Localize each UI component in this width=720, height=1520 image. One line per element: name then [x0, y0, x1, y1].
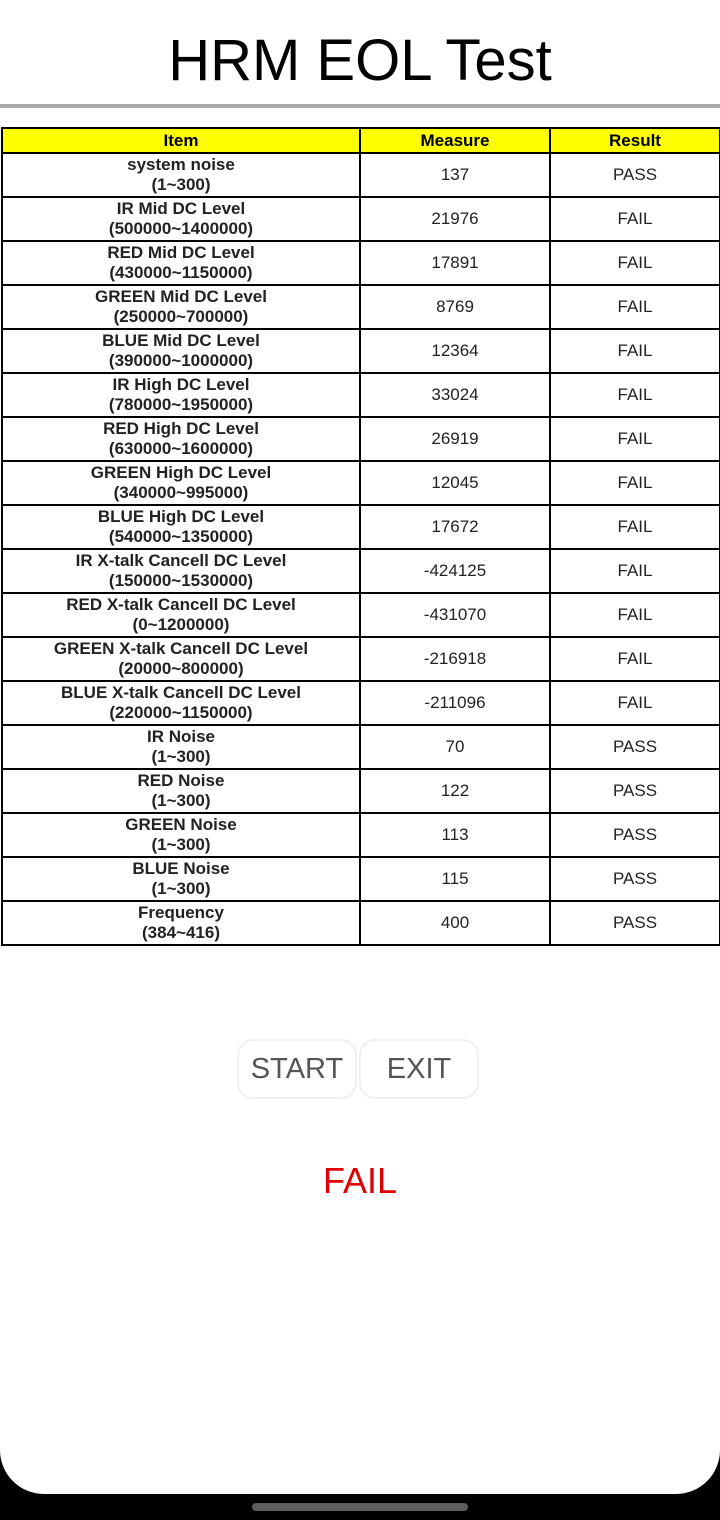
header-item: Item [2, 128, 360, 153]
item-range: (340000~995000) [113, 483, 249, 502]
button-bar [237, 1039, 479, 1099]
item-range: (220000~1150000) [109, 703, 253, 722]
measure-cell: 33024 [360, 373, 550, 417]
home-gesture-bar[interactable] [252, 1503, 468, 1511]
item-range: (250000~700000) [113, 307, 249, 326]
result-cell: FAIL [550, 417, 720, 461]
table-row [2, 593, 720, 637]
measure-cell: 70 [360, 725, 550, 769]
header-measure: Measure [360, 128, 550, 153]
item-range: (780000~1950000) [108, 395, 254, 414]
measure-cell: -216918 [360, 637, 550, 681]
exit-button[interactable]: EXIT [359, 1039, 479, 1099]
item-cell [2, 857, 360, 901]
item-cell [2, 153, 360, 197]
result-cell: PASS [550, 813, 720, 857]
item-range: (1~300) [151, 791, 211, 810]
item-range: (540000~1350000) [108, 527, 254, 546]
measure-cell: 122 [360, 769, 550, 813]
table-row [2, 769, 720, 813]
item-cell [2, 725, 360, 769]
item-cell [2, 461, 360, 505]
item-name: GREEN Mid DC Level [95, 287, 267, 306]
item-name: IR X-talk Cancell DC Level [75, 551, 287, 570]
measure-cell: -431070 [360, 593, 550, 637]
item-name: RED High DC Level [103, 419, 259, 438]
measure-cell: 26919 [360, 417, 550, 461]
item-cell [2, 241, 360, 285]
page-title: HRM EOL Test [168, 28, 552, 93]
item-name: BLUE X-talk Cancell DC Level [61, 683, 301, 702]
item-cell [2, 549, 360, 593]
item-range: (430000~1150000) [109, 263, 253, 282]
item-cell [2, 373, 360, 417]
result-cell: PASS [550, 153, 720, 197]
item-cell [2, 197, 360, 241]
table-header-row [2, 128, 720, 153]
item-name: IR Noise [146, 727, 216, 746]
table-row [2, 241, 720, 285]
result-cell: FAIL [550, 329, 720, 373]
item-name: RED Mid DC Level [107, 243, 255, 262]
title-divider [0, 104, 720, 108]
item-name: system noise [127, 155, 235, 174]
result-cell: FAIL [550, 549, 720, 593]
measure-cell: 115 [360, 857, 550, 901]
item-cell [2, 681, 360, 725]
result-cell: PASS [550, 901, 720, 945]
item-range: (1~300) [151, 879, 211, 898]
table-row [2, 901, 720, 945]
table-row [2, 725, 720, 769]
item-range: (150000~1530000) [108, 571, 254, 590]
table-row [2, 681, 720, 725]
table-row [2, 153, 720, 197]
result-cell: PASS [550, 857, 720, 901]
item-cell [2, 813, 360, 857]
measure-cell: 113 [360, 813, 550, 857]
item-name: GREEN High DC Level [90, 463, 272, 482]
table-row [2, 505, 720, 549]
table-row [2, 637, 720, 681]
item-name: IR Mid DC Level [116, 199, 246, 218]
measure-cell: 17672 [360, 505, 550, 549]
table-row [2, 197, 720, 241]
item-range: (1~300) [151, 835, 211, 854]
start-button[interactable]: START [237, 1039, 357, 1099]
item-range: (500000~1400000) [108, 219, 254, 238]
result-cell: FAIL [550, 373, 720, 417]
item-range: (390000~1000000) [108, 351, 254, 370]
item-range: (1~300) [151, 175, 211, 194]
result-cell: PASS [550, 769, 720, 813]
item-name: IR High DC Level [112, 375, 250, 394]
header-result: Result [550, 128, 720, 153]
measure-cell: -211096 [360, 681, 550, 725]
item-name: BLUE Mid DC Level [102, 331, 260, 350]
result-cell: FAIL [550, 637, 720, 681]
item-range: (0~1200000) [132, 615, 230, 634]
measure-cell: 17891 [360, 241, 550, 285]
item-range: (1~300) [151, 747, 211, 766]
item-cell [2, 285, 360, 329]
item-cell [2, 637, 360, 681]
item-name: Frequency [138, 903, 224, 922]
result-cell: FAIL [550, 681, 720, 725]
table-row [2, 461, 720, 505]
measure-cell: 8769 [360, 285, 550, 329]
measure-cell: 400 [360, 901, 550, 945]
result-cell: FAIL [550, 505, 720, 549]
table-row [2, 813, 720, 857]
item-name: BLUE Noise [132, 859, 230, 878]
result-cell: FAIL [550, 241, 720, 285]
measure-cell: 21976 [360, 197, 550, 241]
item-cell [2, 417, 360, 461]
item-name: RED Noise [137, 771, 225, 790]
result-cell: PASS [550, 725, 720, 769]
item-name: GREEN Noise [125, 815, 237, 834]
item-range: (384~416) [142, 923, 220, 942]
table-row [2, 857, 720, 901]
item-range: (630000~1600000) [108, 439, 254, 458]
results-table [1, 127, 720, 946]
result-cell: FAIL [550, 593, 720, 637]
result-cell: FAIL [550, 197, 720, 241]
item-name: RED X-talk Cancell DC Level [66, 595, 296, 614]
table-row [2, 329, 720, 373]
item-cell [2, 593, 360, 637]
table-row [2, 549, 720, 593]
table-row [2, 373, 720, 417]
item-name: BLUE High DC Level [97, 507, 265, 526]
item-cell [2, 901, 360, 945]
measure-cell: -424125 [360, 549, 550, 593]
item-cell [2, 505, 360, 549]
item-cell [2, 329, 360, 373]
item-name: GREEN X-talk Cancell DC Level [53, 639, 309, 658]
measure-cell: 12045 [360, 461, 550, 505]
measure-cell: 12364 [360, 329, 550, 373]
item-cell [2, 769, 360, 813]
final-result: FAIL [322, 1160, 398, 1201]
table-row [2, 417, 720, 461]
table-row [2, 285, 720, 329]
item-range: (20000~800000) [118, 659, 244, 678]
result-cell: FAIL [550, 285, 720, 329]
measure-cell: 137 [360, 153, 550, 197]
result-cell: FAIL [550, 461, 720, 505]
